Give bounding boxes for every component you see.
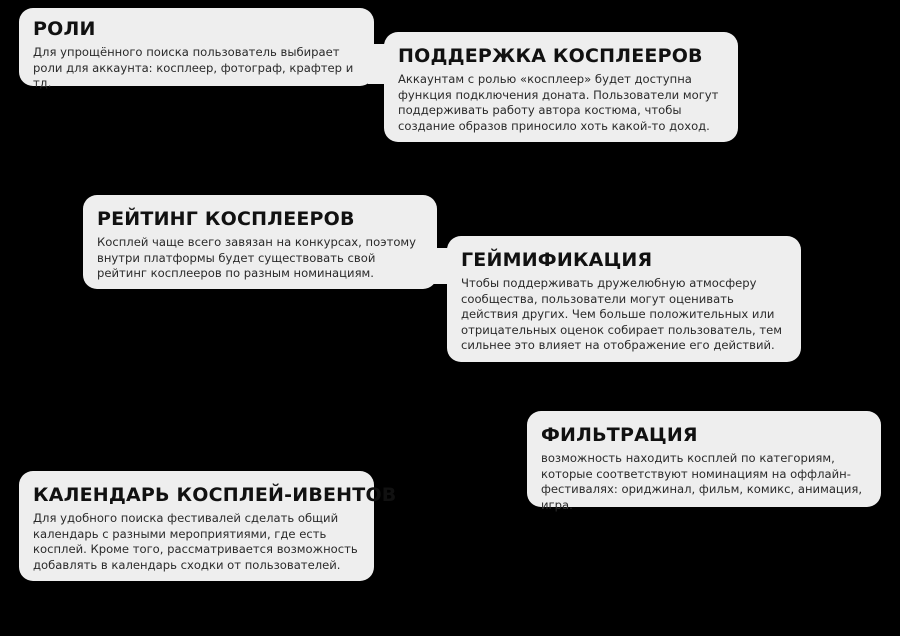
card-title-cosplayer-support: ПОДДЕРЖКА КОСПЛЕЕРОВ [398,45,703,67]
card-title-roles: РОЛИ [33,18,96,40]
card-filtration [527,411,881,512]
card-event-calendar [19,471,397,581]
card-gamification [447,236,801,362]
card-cosplayer-support [384,32,738,142]
card-text-filtration: возможность находить косплей по категориям, которые соответствуют номинациям на оффлайн-фестивалях: ориджинал, фильм, комикс, анимация, игра. [541,451,863,512]
card-cosplayer-rating [83,195,437,289]
card-text-cosplayer-support: Аккаунтам с ролью «косплеер» будет доступна функция подключения доната. Пользователи могут поддерживать работу автора костюма, чтобы создание образов приносило хоть какой-то доход. [398,72,719,133]
card-text-roles: Для упрощённого поиска пользователь выбирает роли для аккаунта: косплеер, фотограф, крафтер и тд. [33,45,354,91]
card-roles [19,8,374,91]
card-text-cosplayer-rating: Косплей чаще всего завязан на конкурсах, поэтому внутри платформы будет существовать свой рейтинг косплееров по разным номинациям. [97,235,417,281]
card-text-event-calendar: Для удобного поиска фестивалей сделать общий календарь с разными мероприятиями, где есть косплей. Кроме того, рассматривается возможность добавлять в календарь сходки от пользователей. [33,511,358,572]
card-text-gamification: Чтобы поддерживать дружелюбную атмосферу сообщества, пользователи могут оценивать действия других. Чем больше положительных или отрицательных оценок собирает пользователь, тем сильнее это влияет на отображение его действий. [461,276,783,353]
card-title-cosplayer-rating: РЕЙТИНГ КОСПЛЕЕРОВ [97,208,355,230]
card-title-filtration: ФИЛЬТРАЦИЯ [541,424,698,446]
card-title-gamification: ГЕЙМИФИКАЦИЯ [461,249,653,271]
card-title-event-calendar: КАЛЕНДАРЬ КОСПЛЕЙ-ИВЕНТОВ [33,484,397,506]
